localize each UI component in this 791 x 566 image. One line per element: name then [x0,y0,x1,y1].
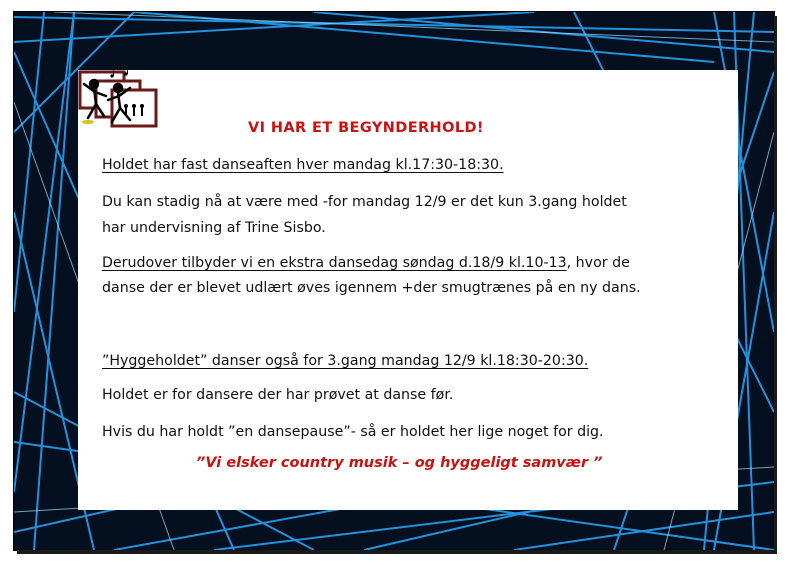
para2-line1-rest: , hvor de [566,255,630,271]
para3: Holdet er for dansere der har prøvet at danse før. [102,387,454,403]
para1-line1: Du kan stadig nå at være med -for mandag 12/9 er det kun 3.gang holdet [102,194,627,210]
para4: Hvis du har holdt ”en dansepause”- så er holdet her lige noget for dig. [102,424,604,440]
laser-background-frame [14,12,774,550]
hyggeholdet-line: ”Hyggeholdet” danser også for 3.gang mandag 12/9 kl.18:30-20:30. [102,353,589,369]
para2-line2: danse der er blevet udlært øves igennem +der smugtrænes på en ny dans. [102,280,641,296]
announcement-card [78,70,738,510]
extra-day-text: Derudover tilbyder vi en ekstra dansedag søndag d.18/9 kl.10-13 [102,255,567,271]
heading: VI HAR ET BEGYNDERHOLD! [248,120,484,136]
motto: ”Vi elsker country musik – og hyggeligt samvær ” [196,455,603,471]
weekly-schedule-line: Holdet har fast danseaften hver mandag kl.17:30-18:30. [102,157,504,173]
dancers-icon [78,70,138,126]
para1-line2: har undervisning af Trine Sisbo. [102,220,326,236]
para2-line1 [102,251,630,275]
